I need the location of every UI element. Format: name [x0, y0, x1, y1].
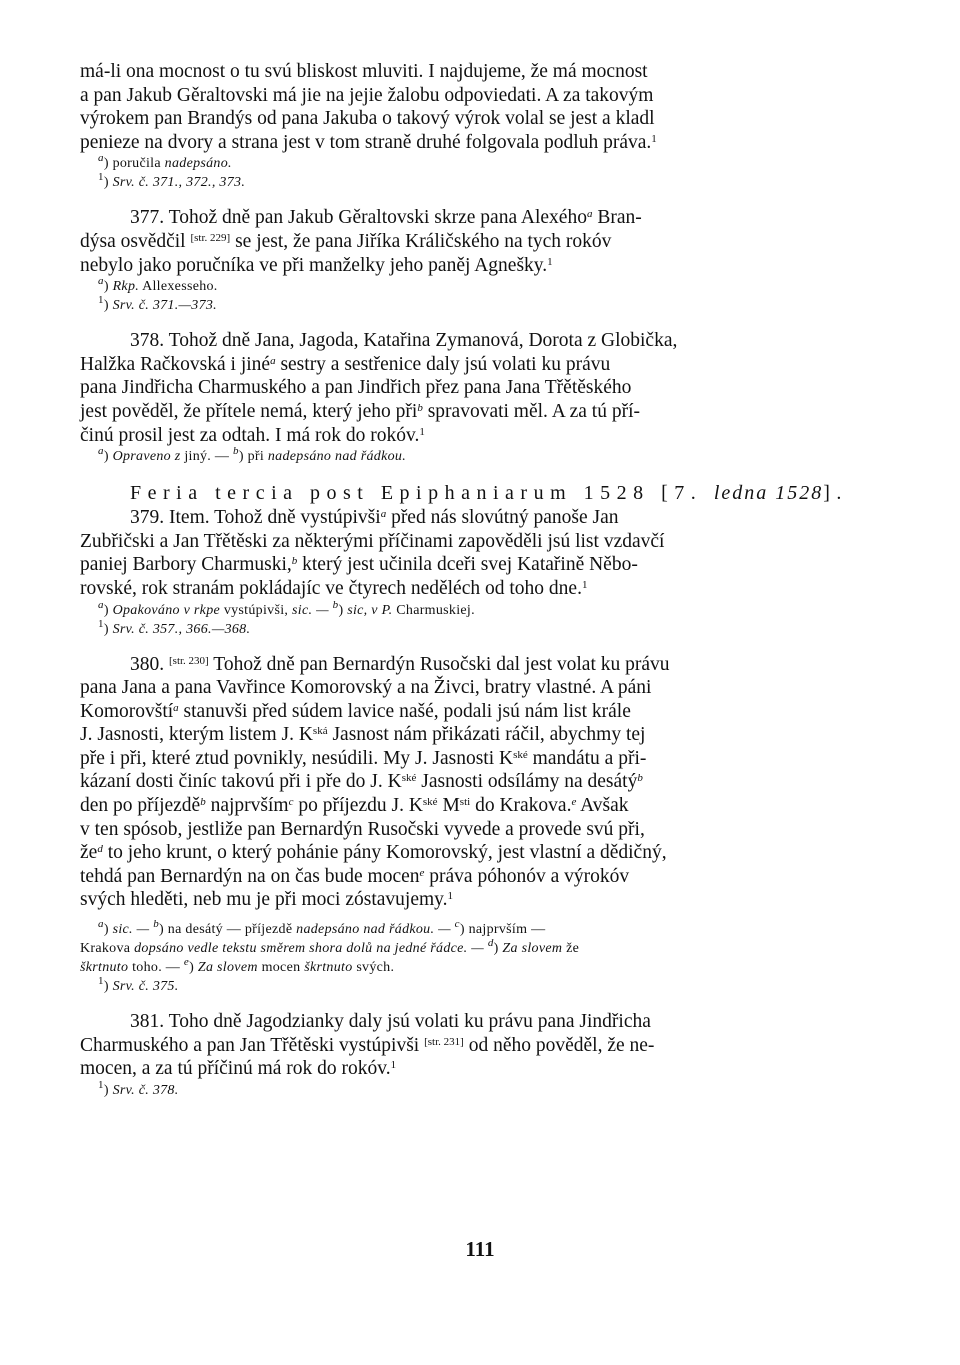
line-text: po příjezdu J. K — [298, 795, 423, 817]
note-marker: b — [417, 401, 423, 414]
note-italic: Srv. č. 357., 366.—368. — [112, 621, 251, 637]
entry-number: 379. — [130, 507, 165, 529]
heading-date: ledna 1528 — [713, 482, 824, 505]
line-text: Tohož dně pan Jakub Gěraltovski skrze pana Alexého — [168, 207, 587, 229]
footnote-marker: 1 — [447, 890, 454, 903]
note-text: vystúpivši, — [223, 602, 289, 618]
note-text: Krakova — [80, 941, 131, 957]
line-text: mocen, a za tú příčinú má rok do rokóv. — [80, 1058, 391, 1080]
source-note: $^1$) Srv. č. 357., 366.—368. — [98, 617, 251, 637]
note-marker: a — [270, 354, 276, 367]
note-italic: sic. — — [112, 922, 150, 938]
line-text: do Krakova. — [475, 795, 572, 817]
text-line — [80, 865, 888, 889]
note-italic: Za slovem — [197, 960, 258, 976]
text-line — [80, 577, 888, 601]
line-text: Halžka Račkovská i jiné — [80, 353, 271, 375]
line-text: Toho dně Jagodzianky daly jsú volati ku právu pana Jindřicha — [168, 1011, 651, 1033]
entry-number: 378. — [130, 330, 165, 352]
text-line — [80, 530, 888, 554]
page-reference: [str. 229] — [190, 231, 231, 244]
critical-note: $^a$) poručila nadepsáno. — [98, 152, 232, 172]
text-line — [80, 888, 888, 912]
note-marker: e — [419, 866, 425, 879]
line-text: J. Jasnosti, kterým listem J. K — [80, 724, 313, 746]
entry-number: 381. — [130, 1011, 165, 1033]
entry-381 — [80, 1010, 888, 1100]
note-marker: a — [380, 508, 387, 521]
critical-note: škrtnuto toho. — $^e$) Za slovem mocen škrtnuto svých. — [80, 956, 395, 976]
footnote-marker: 1 — [547, 255, 553, 268]
line-text: před nás slovútný panoše Jan — [391, 507, 619, 529]
critical-note: Krakova dopsáno vedle tekstu směrem shora dolů na jedné řádce. — $^d$) Za slovem že — [80, 937, 580, 957]
source-note: $^1$) Srv. č. 378. — [98, 1078, 179, 1098]
line-text: tehdá pan Bernardýn na on čas bude mocen — [80, 865, 420, 887]
text-line — [80, 254, 888, 278]
line-text: rovské, rok stranám pokládajíc ve čtyrech neděléch od toho dne. — [80, 577, 582, 599]
paragraph-continuation — [80, 60, 888, 192]
critical-note: $^a$) sic. — $^b$) na desátý — příjezdě nadepsáno nad řádkou. — $^c$) najprvším — — [98, 918, 546, 938]
note-italic: sic. — — [292, 602, 329, 618]
line-text: to jeho krunt, o který pohánie pány Komorovský, jest vlastní a dědičný, — [107, 842, 667, 864]
critical-note: $^a$) Opakováno v rkpe vystúpivši, sic. — $^b$) sic, v P. Charmuskiej. — [98, 598, 475, 618]
text-line — [80, 747, 888, 771]
line-text: paniej Barbory Charmuski, — [80, 554, 292, 576]
abbreviation-superscript: sti — [459, 796, 471, 809]
text-line — [80, 230, 888, 254]
line-text: výrokem pan Brandýs od pana Jakuba o takový výrok volal se jest a kladl — [80, 108, 655, 130]
footnote-marker: 1 — [651, 132, 657, 145]
line-text: spravovati měl. A za tú pří- — [427, 400, 640, 422]
text-line — [80, 1034, 888, 1058]
note-text: na desátý — příjezdě — [167, 922, 293, 938]
heading-text: Feria tercia post Epiphaniarum 1528 — [130, 482, 650, 505]
line-text: od něho pověděl, že ne- — [468, 1034, 655, 1056]
note-italic: Opakováno v rkpe — [112, 602, 221, 618]
abbreviation-superscript: ské — [401, 772, 417, 785]
text-line — [80, 770, 888, 794]
line-text: Jasnost nám přikázati ráčil, abychmy tej — [332, 724, 646, 746]
note-text: poručila — [112, 156, 161, 172]
line-text: a pan Jakub Gěraltovski má jie na jejie žalobu odpoviedati. A za takovým — [80, 84, 654, 106]
line-text: který jest učinila dceři svej Katařině Něbo- — [302, 554, 638, 576]
note-marker: a — [98, 445, 104, 458]
abbreviation-superscript: ská — [312, 725, 328, 738]
note-italic: škrtnuto — [304, 960, 353, 976]
page-reference: [str. 230] — [169, 654, 209, 667]
note-marker: 1 — [98, 617, 104, 630]
text-line — [80, 353, 888, 377]
line-text: pře i při, které ztud povnikly, nesúdili. My J. Jasnosti K — [80, 747, 514, 769]
note-text: najprvším — — [468, 922, 546, 938]
note-marker: a — [98, 152, 104, 165]
footnote-marker: 1 — [581, 578, 588, 591]
note-marker: d — [487, 937, 494, 950]
heading-bracket: [7. — [661, 482, 703, 505]
abbreviation-superscript: ské — [513, 748, 528, 761]
note-marker: 1 — [98, 171, 104, 184]
note-marker: c — [454, 918, 460, 931]
entry-380 — [80, 653, 888, 997]
source-note: $^1$) Srv. č. 375. — [98, 975, 179, 995]
note-marker: 1 — [98, 294, 104, 307]
line-text: práva póhonóv a výrokóv — [429, 865, 630, 887]
note-text: mocen — [261, 960, 301, 976]
abbreviation-superscript: ské — [422, 796, 438, 809]
note-marker: a — [173, 701, 179, 714]
line-text: M — [442, 795, 460, 817]
line-text: den po příjezdě — [80, 795, 201, 817]
note-marker: b — [332, 598, 339, 611]
note-marker: c — [288, 796, 294, 809]
text-line — [80, 553, 888, 577]
critical-note: $^a$) Opraveno z jiný. — $^b$) při nadepsáno nad řádkou. — [98, 445, 406, 465]
note-text: Charmuskiej. — [396, 602, 475, 618]
line-text: svých hleděti, neb mu je při moci zóstavujemy. — [80, 889, 448, 911]
line-text: stanuvši před súdem lavice našé, podali jsú nám list krále — [183, 700, 631, 722]
line-text: jest pověděl, že přítele nemá, který jeho při — [80, 400, 418, 422]
line-text: Zubřičski a Jan Třětěski za některými příčinami zapověděli jsú list vzdavčí — [80, 530, 665, 552]
note-marker: d — [97, 843, 103, 856]
note-italic: Srv. č. 378. — [112, 1082, 179, 1098]
entry-number: 380. — [130, 653, 165, 675]
text-line — [80, 794, 888, 818]
line-text: Charmuského a pan Jan Třětěski vystúpivši — [80, 1034, 420, 1056]
text-line — [80, 653, 888, 677]
source-note: $^1$) Srv. č. 371.—373. — [98, 294, 217, 314]
line-text: Tohož dně Jana, Jagoda, Katařina Zymanová, Dorota z Globička, — [168, 330, 678, 352]
text-line — [80, 506, 888, 530]
line-text: pana Jana a pana Vavřince Komorovský a na Živci, bratry vlastné. A páni — [80, 677, 652, 699]
text-line — [80, 329, 888, 353]
entry-378 — [80, 329, 888, 466]
footnote-marker: 1 — [419, 425, 425, 438]
note-marker: 1 — [98, 975, 104, 988]
note-marker: b — [200, 796, 206, 809]
text-line — [80, 206, 888, 230]
page-number: 111 — [465, 1237, 495, 1261]
note-italic: Rkp. — [112, 279, 140, 295]
entry-number: 377. — [130, 207, 165, 229]
note-marker: e — [571, 796, 577, 809]
line-text: má-li ona mocnost o tu svú bliskost mluviti. I najdujeme, že má mocnost — [80, 61, 648, 82]
line-text: nebylo jako poručníka ve při manželky jeho paněj Agnešky. — [80, 254, 548, 276]
source-note: $^1$) Srv. č. 371., 372., 373. — [98, 171, 246, 191]
line-text: Avšak — [580, 795, 629, 817]
note-italic: Srv. č. 371.—373. — [112, 298, 217, 314]
text-line — [80, 424, 888, 448]
text-line — [80, 1057, 888, 1081]
note-italic: škrtnuto — [80, 960, 129, 976]
text-line — [80, 700, 888, 724]
line-text: se jest, že pana Jiříka Králičského na tych rokóv — [235, 230, 612, 252]
note-italic: Srv. č. 371., 372., 373. — [112, 175, 246, 191]
note-marker: a — [98, 598, 104, 611]
note-text: při — [247, 449, 265, 465]
line-text: dýsa osvědčil — [80, 230, 186, 252]
note-marker: e — [183, 956, 190, 969]
text-line — [80, 818, 888, 842]
note-italic: nadepsáno. — [164, 156, 232, 172]
line-text: Bran- — [597, 207, 642, 229]
page-reference: [str. 231] — [424, 1035, 464, 1048]
note-italic: nadepsáno nad řádkou. — [267, 449, 406, 465]
note-text: jiný. — — [184, 449, 230, 465]
note-italic: Srv. č. 375. — [112, 979, 179, 995]
footnote-marker: 1 — [390, 1059, 397, 1072]
text-line — [80, 676, 888, 700]
note-italic: Opraveno z — [112, 449, 181, 465]
line-text: Item. Tohož dně vystúpivši — [169, 507, 381, 529]
line-text: kázaní dosti činíc takovú při i pře do J. K — [80, 771, 402, 793]
critical-note: $^a$) Rkp. Allexesseho. — [98, 275, 218, 295]
note-marker: b — [291, 555, 298, 568]
text-line — [80, 723, 888, 747]
note-marker: b — [233, 445, 239, 458]
note-italic: sic, v P. — [347, 602, 393, 618]
note-text: svých. — [356, 960, 395, 976]
line-text: sestry a sestřenice daly jsú volati ku právu — [280, 353, 611, 375]
entry-377 — [80, 206, 888, 315]
text-line — [80, 376, 888, 400]
note-marker: b — [637, 772, 643, 785]
note-text: toho. — — [132, 960, 181, 976]
line-text: Komorovští — [80, 700, 174, 722]
line-text: Tohož dně pan Bernardýn Rusočski dal jest volat ku právu — [213, 653, 670, 675]
text-line — [80, 1010, 888, 1034]
text-line — [80, 107, 888, 131]
document-page — [80, 60, 888, 1100]
line-text: penieze na dvory a strana jest v tom straně druhé folgovala podluh práva. — [80, 131, 652, 153]
entry-379 — [80, 506, 888, 638]
note-marker: a — [586, 208, 593, 221]
line-text: činú prosil jest za odtah. I má rok do rokóv. — [80, 424, 420, 446]
note-marker: a — [98, 275, 104, 288]
line-text: najprvším — [210, 795, 289, 817]
heading-bracket: ]. — [823, 482, 848, 505]
note-italic: dopsáno vedle tekstu směrem shora dolů na jedné řádce. — — [134, 941, 485, 957]
note-italic: nadepsáno nad řádkou. — — [296, 922, 451, 938]
line-text: pana Jindřicha Charmuského a pan Jindřich přez pana Jana Třětěského — [80, 377, 632, 399]
line-text: v ten spósob, jestliže pan Bernardýn Rusočski vyvede a provede svú při, — [80, 818, 645, 840]
session-heading — [130, 480, 888, 506]
note-marker: a — [98, 918, 104, 931]
text-line — [80, 60, 888, 84]
line-text: Jasnosti odsílámy na desátý — [421, 771, 638, 793]
note-text: že — [566, 941, 580, 957]
line-text: mandátu a při- — [532, 747, 647, 769]
note-text: Allexesseho. — [142, 279, 218, 295]
line-text: že — [80, 842, 98, 864]
text-line — [80, 131, 888, 155]
note-marker: 1 — [98, 1078, 104, 1091]
note-marker: b — [153, 918, 160, 931]
text-line — [80, 841, 888, 865]
note-italic: Za slovem — [502, 941, 563, 957]
text-line — [80, 400, 888, 424]
text-line — [80, 84, 888, 108]
